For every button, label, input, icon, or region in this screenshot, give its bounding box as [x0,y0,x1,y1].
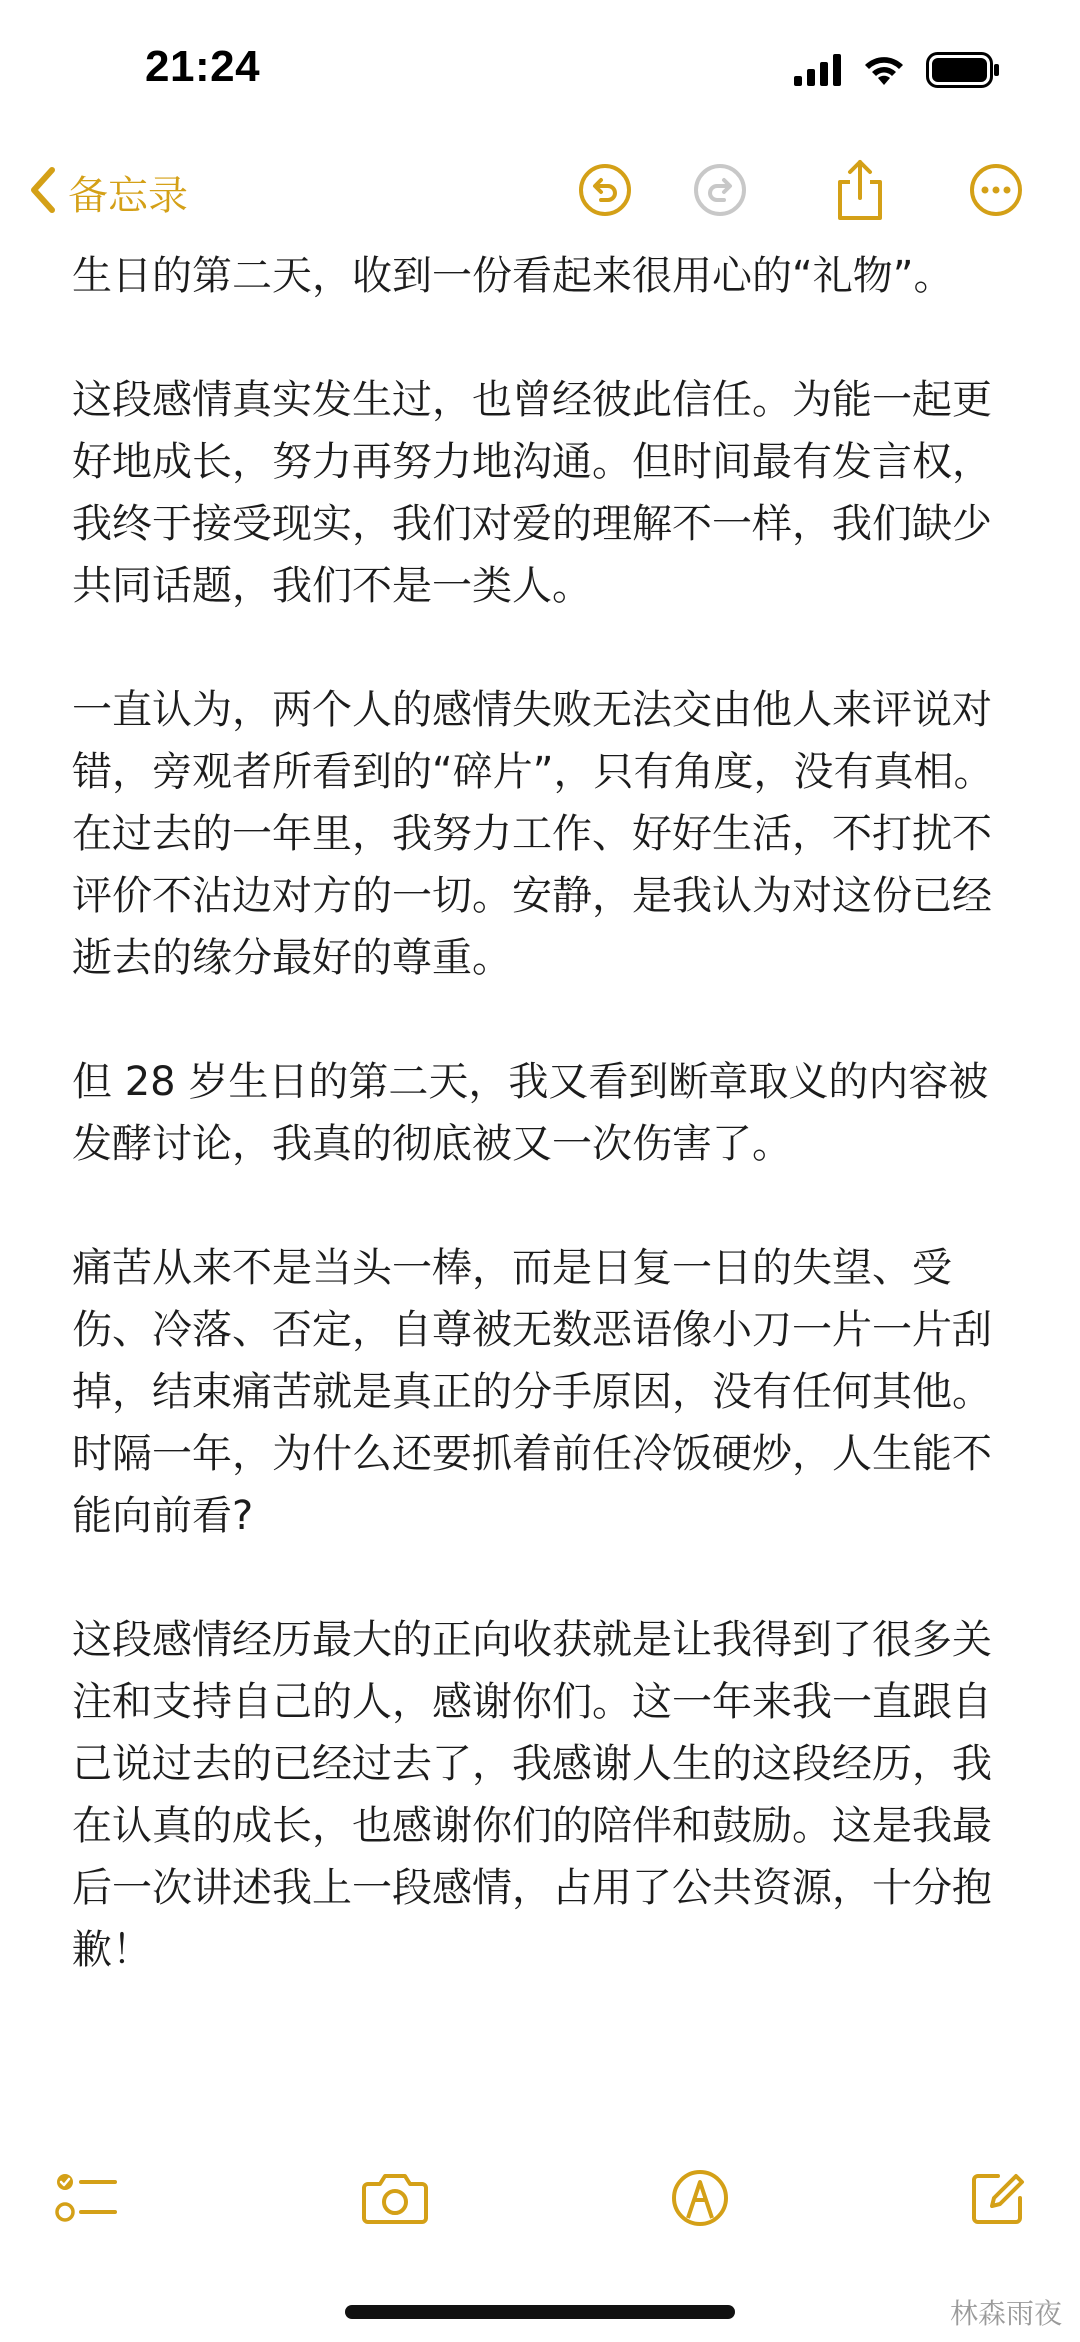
watermark: 林森雨夜 [949,2297,1062,2330]
more-icon [968,162,1024,222]
compose-button[interactable] [963,2165,1033,2235]
home-indicator[interactable] [345,2305,735,2319]
status-time: 21:24 [145,42,261,91]
note-paragraph: 一直认为，两个人的感情失败无法交由他人来评说对错，旁观者所看到的“碎片”，只有角度，没有真相。 在过去的一年里，我努力工作、好好生活，不打扰不评价不沾边对方的一切。安静，是我认为对这份已经逝去的缘分最好的尊重。 [72,687,994,981]
redo-icon [692,162,748,222]
note-paragraph: 生日的第二天，收到一份看起来很用心的“礼物”。 [72,253,954,299]
camera-icon [362,2170,428,2230]
status-icons [794,52,1000,92]
note-paragraph: 这段感情经历最大的正向收获就是让我得到了很多关注和支持自己的人，感谢你们。这一年来我一直跟自己说过去的已经过去了，我感谢人生的这段经历，我在认真的成长，也感谢你们的陪伴和鼓励。这是我最后一次讲述我上一段感情，占用了公共资源，十分抱歉！ [72,1617,992,1973]
checklist-icon [55,2168,119,2232]
cellular-signal-icon [794,54,842,90]
chevron-left-icon [28,166,58,218]
undo-icon [577,162,633,222]
bottom-toolbar [0,2165,1080,2255]
back-button[interactable] [28,162,188,222]
note-paragraph: 但 28 岁生日的第二天，我又看到断章取义的内容被发酵讨论，我真的彻底被又一次伤害了。 [72,1059,989,1167]
markup-button[interactable] [665,2165,735,2235]
note-body[interactable] [72,245,1017,2043]
back-label: 备忘录 [68,172,188,219]
note-paragraph: 痛苦从来不是当头一棒，而是日复一日的失望、受伤、冷落、否定，自尊被无数恶语像小刀一片一片刮掉，结束痛苦就是真正的分手原因，没有任何其他。时隔一年，为什么还要抓着前任冷饭硬炒，人生能不能向前看? [72,1245,992,1539]
undo-button[interactable] [575,162,635,222]
share-icon [832,158,888,226]
camera-button[interactable] [360,2165,430,2235]
more-button[interactable] [966,162,1026,222]
status-bar [0,0,1080,150]
compose-icon [968,2168,1028,2232]
redo-button[interactable] [690,162,750,222]
checklist-button[interactable] [52,2165,122,2235]
wifi-icon [862,53,906,91]
share-button[interactable] [830,162,890,222]
note-paragraph: 这段感情真实发生过，也曾经彼此信任。为能一起更好地成长，努力再努力地沟通。但时间最有发言权，我终于接受现实，我们对爱的理解不一样，我们缺少共同话题，我们不是一类人。 [72,377,992,609]
battery-icon [926,52,1000,92]
markup-pen-icon [670,2168,730,2232]
nav-bar [0,150,1080,260]
